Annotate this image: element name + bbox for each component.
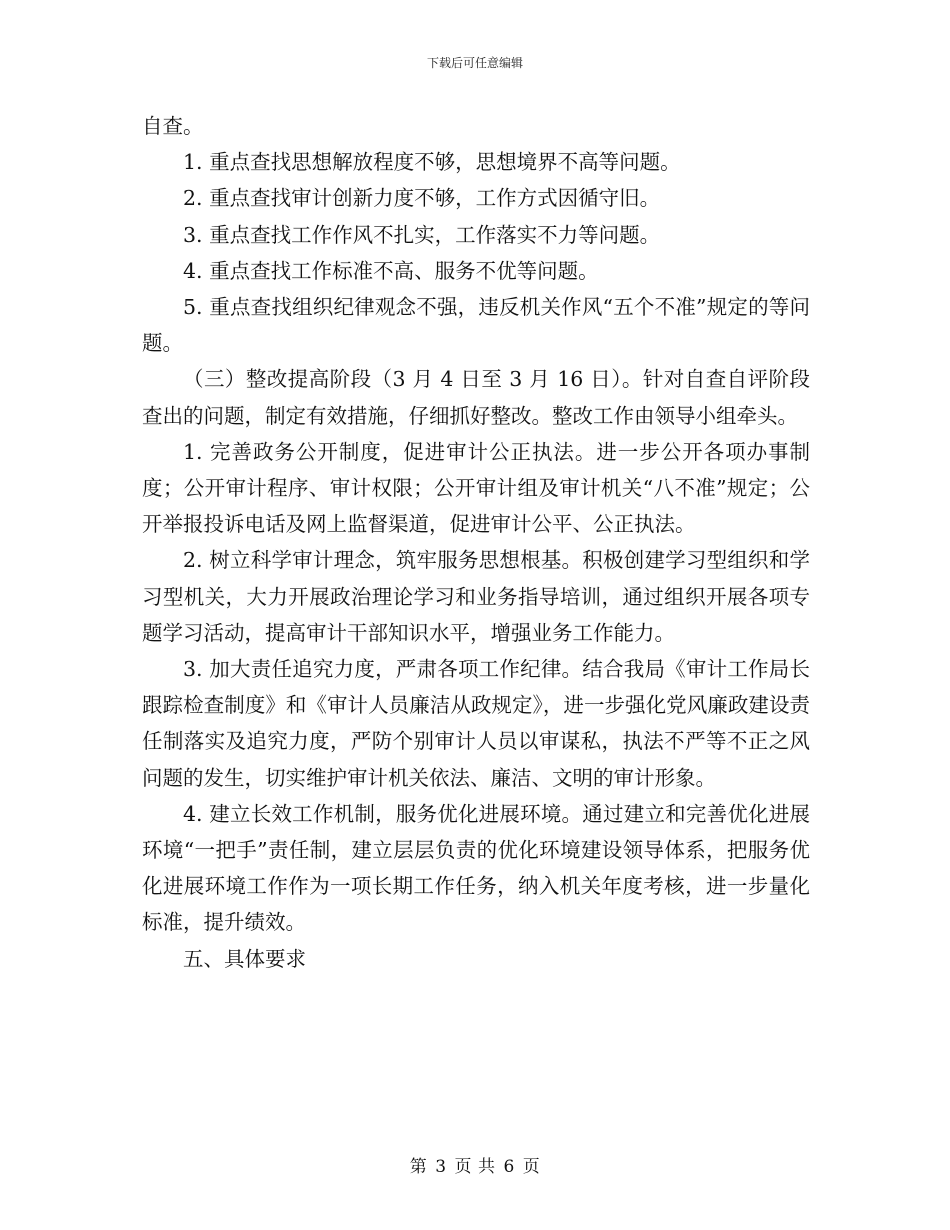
paragraph: 1. 重点查找思想解放程度不够，思想境界不高等问题。 [183, 150, 681, 175]
paragraph: 3. 加大责任追究力度，严肃各项工作纪律。结合我局《审计工作局长跟踪检查制度》和《审计人员廉洁从政规定》，进一步强化党风廉政建设责任制落实及追究力度，严防个别审计人员以审谋私，执法不严等不正之风问题的发生，切实维护审计机关依法、廉洁、文明的审计形象。 [142, 657, 810, 790]
paragraph: 1. 完善政务公开制度，促进审计公正执法。进一步公开各项办事制度；公开审计程序、审计权限；公开审计组及审计机关“八不准”规定；公开举报投诉电话及网上监督渠道，促进审计公平、公正执法。 [142, 439, 810, 537]
paragraph: （三）整改提高阶段（3 月 4 日至 3 月 16 日）。针对自查自评阶段查出的问题，制定有效措施，仔细抓好整改。整改工作由领导小组牵头。 [142, 367, 810, 428]
paragraph: 自查。 [142, 114, 204, 138]
paragraph: 2. 树立科学审计理念，筑牢服务思想根基。积极创建学习型组织和学习型机关，大力开展政治理论学习和业务指导培训，通过组织开展各项专题学习活动，提高审计干部知识水平，增强业务工作能力。 [142, 548, 810, 645]
paragraph: 3. 重点查找工作作风不扎实，工作落实不力等问题。 [183, 222, 661, 247]
page-header: 下载后可任意编辑 [426, 56, 523, 70]
footer-middle: 页 共 [454, 1157, 496, 1177]
total-page-count: 6 [503, 1157, 515, 1177]
paragraph: 4. 重点查找工作标准不高、服务不优等问题。 [183, 258, 599, 283]
page-footer [0, 1152, 950, 1177]
footer-prefix: 第 [409, 1157, 428, 1177]
paragraph: 4. 建立长效工作机制，服务优化进展环境。通过建立和完善优化进展环境“一把手”责任制，建立层层负责的优化环境建设领导体系，把服务优化进展环境工作作为一项长期工作任务，纳入机关年度考核，进一步量化标准，提升绩效。 [142, 801, 810, 935]
document-body [142, 108, 810, 977]
paragraph: 2. 重点查找审计创新力度不够，工作方式因循守旧。 [183, 186, 661, 211]
paragraph: 5. 重点查找组织纪律观念不强，违反机关作风“五个不准”规定的等问题。 [142, 295, 810, 356]
current-page-number: 3 [435, 1157, 447, 1177]
footer-suffix: 页 [522, 1157, 541, 1177]
section-heading: 五、具体要求 [183, 946, 306, 971]
